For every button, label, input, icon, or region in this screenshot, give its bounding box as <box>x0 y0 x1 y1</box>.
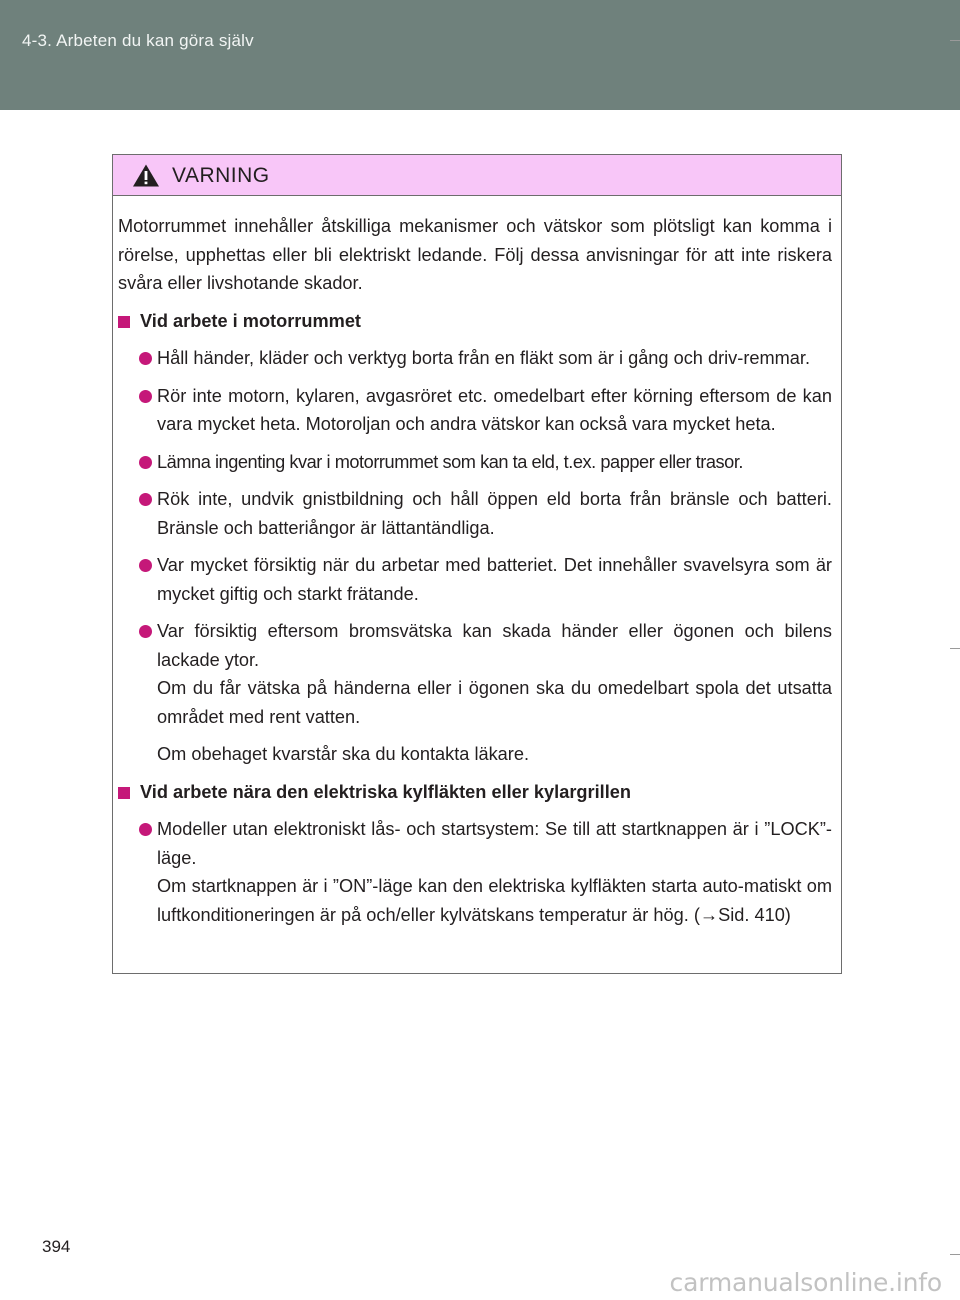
bullet-dot-icon <box>139 559 152 572</box>
section-heading-text: Vid arbete i motorrummet <box>140 310 361 331</box>
bullet-dot-icon <box>139 823 152 836</box>
list-item <box>118 448 832 477</box>
list-item <box>118 485 832 542</box>
section-heading-text: Vid arbete nära den elektriska kylfläkten eller kylargrillen <box>140 781 631 802</box>
bullet-dot-icon <box>139 493 152 506</box>
warning-box <box>112 154 842 974</box>
list-item-text: Var mycket försiktig när du arbetar med batteriet. Det innehåller svavelsyra som är mycket giftig och starkt frätande. <box>157 555 832 604</box>
warning-body <box>113 196 841 929</box>
list-item-continuation: Om obehaget kvarstår ska du kontakta läkare. <box>157 744 530 764</box>
warning-header <box>113 155 841 196</box>
warning-triangle-icon <box>132 163 160 188</box>
bullet-dot-icon <box>139 352 152 365</box>
header-bar <box>0 0 960 110</box>
crop-mark-top-right <box>950 40 960 41</box>
warning-intro: Motorrummet innehåller åtskilliga mekanismer och vätskor som plötsligt kan komma i rörelse, upphettas eller bli elektriskt ledande. Följ dessa anvisningar för att inte riskera svåra eller livshotande skador. <box>118 216 832 293</box>
list-item <box>118 344 832 373</box>
list-item-text: Rök inte, undvik gnistbildning och håll öppen eld borta från bränsle och batteri. Bränsle och batteriångor är lättantändliga. <box>157 489 832 538</box>
crop-mark-mid-right <box>950 648 960 649</box>
list-item-text: Lämna ingenting kvar i motorrummet som kan ta eld, t.ex. papper eller trasor. <box>157 451 744 472</box>
page-number: 394 <box>42 1237 71 1256</box>
crop-mark-bottom-right <box>950 1254 960 1255</box>
section-heading-cooling-fan <box>118 778 832 807</box>
section-square-icon <box>118 316 130 328</box>
list-item-text: Var försiktig eftersom bromsvätska kan skada händer eller ögonen och bilens lackade ytor. <box>157 621 832 670</box>
section-square-icon <box>118 787 130 799</box>
list-item <box>118 617 832 731</box>
bullet-dot-icon <box>139 390 152 403</box>
list-item-continuation: Om startknappen är i ”ON”-läge kan den elektriska kylfläkten starta auto-matiskt om luftkonditioneringen är på och/eller kylvätskans temperatur är hög. (→Sid. 410) <box>157 876 832 925</box>
list-item-text: Rör inte motorn, kylaren, avgasröret etc. omedelbart efter körning eftersom de kan vara mycket heta. Motoroljan och andra vätskor kan också vara mycket heta. <box>157 385 832 434</box>
list-item <box>118 815 832 929</box>
section-title: 4-3. Arbeten du kan göra själv <box>22 31 254 50</box>
list-item-text: Håll händer, kläder och verktyg borta från en fläkt som är i gång och driv-remmar. <box>157 348 811 368</box>
bullet-dot-icon <box>139 456 152 469</box>
warning-title: VARNING <box>172 164 270 187</box>
list-item-continuation: Om du får vätska på händerna eller i ögonen ska du omedelbart spola det utsatta området med rent vatten. <box>157 678 832 727</box>
list-item-text: Modeller utan elektroniskt lås- och startsystem: Se till att startknappen är i ”LOCK”-läge. <box>157 819 832 868</box>
bullet-dot-icon <box>139 625 152 638</box>
watermark: carmanualsonline.info <box>669 1268 942 1297</box>
section-heading-engine-bay <box>118 307 832 336</box>
list-item <box>118 551 832 608</box>
list-item <box>118 382 832 439</box>
